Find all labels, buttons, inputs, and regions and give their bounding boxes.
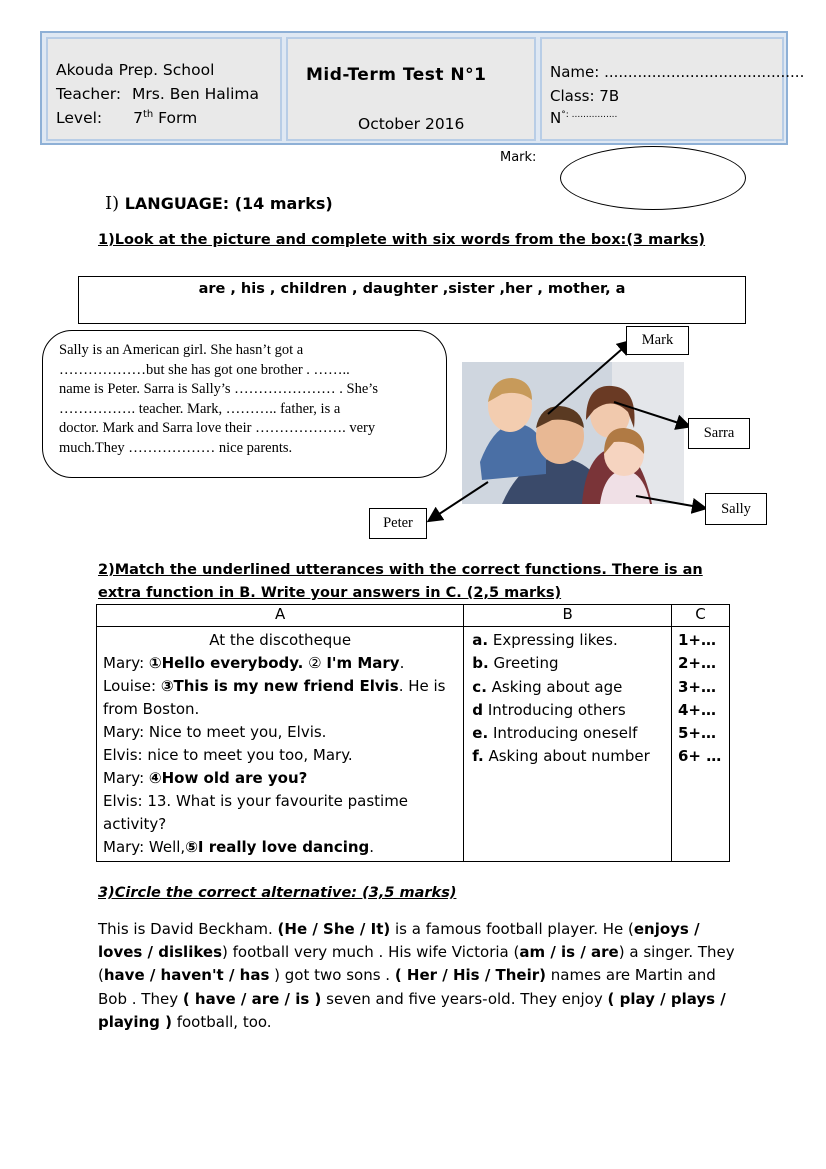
paragraph-text: football, too. [171, 1012, 272, 1031]
cloze-line: ………………but she has got one brother . …….. [59, 361, 350, 378]
section-language-label: LANGUAGE: (14 marks) [124, 194, 333, 213]
test-date: October 2016 [358, 115, 465, 133]
question1-title: 1)Look at the picture and complete with six words from the box:(3 marks) [98, 232, 706, 248]
alternative-choice[interactable]: ( Her / His / Their) [394, 966, 546, 985]
alternative-choice[interactable]: enjoys / loves / dislikes [98, 920, 700, 962]
dialogue-line: Mary: Nice to meet you, Elvis. [103, 723, 327, 741]
function-item [472, 722, 663, 745]
test-title: Mid-Term Test N°1 [306, 65, 487, 85]
alternative-choice[interactable]: am / is / are [519, 943, 619, 962]
underlined-utterance-3: ③This is my new friend Elvis [160, 677, 399, 695]
function-letter: d [472, 700, 484, 719]
paragraph-text: ) a singer. They ( [98, 943, 735, 985]
column-header-c: C [672, 605, 730, 627]
functions-cell [464, 627, 672, 862]
level-word: Form [158, 109, 198, 127]
dialogue-line [103, 675, 457, 698]
level-number: 7 [133, 109, 143, 127]
teacher-label: Teacher: [56, 85, 122, 103]
alternative-choice[interactable]: have / haven't / has [103, 966, 270, 985]
header-panel [40, 31, 805, 145]
dialogue-line [103, 836, 457, 859]
mark-oval[interactable] [560, 146, 746, 210]
function-letter: f. [472, 747, 484, 766]
section-language-title [105, 193, 333, 214]
underlined-utterance-5: ⑤I really love dancing [185, 838, 370, 856]
function-letter: a. [472, 631, 489, 649]
table-body-row [97, 627, 730, 862]
answer-slot[interactable]: 2+… [678, 654, 717, 673]
matching-table [96, 604, 730, 862]
paragraph-text: seven and five years-old. They enjoy [321, 989, 608, 1008]
function-text: Asking about age [486, 677, 623, 696]
family-photo [462, 362, 684, 504]
underlined-utterance-2: I'm Mary [326, 654, 400, 672]
student-class: Class: 7B [550, 87, 620, 105]
dialogue-line: from Boston. [103, 700, 200, 718]
level-line [56, 109, 197, 127]
student-number-field[interactable] [550, 109, 617, 127]
column-header-b: B [464, 605, 672, 627]
label-sally: Sally [705, 493, 767, 525]
label-mark: Mark [626, 326, 689, 355]
speaker: Mary: Well, [103, 838, 186, 856]
dialogue-line: activity? [103, 815, 167, 833]
teacher-line [56, 85, 259, 103]
question2-title-line1: 2)Match the underlined utterances with the correct functions. There is an [98, 562, 703, 578]
table-header-row [97, 605, 730, 627]
speaker: Louise: [103, 677, 161, 695]
dialogue-text: . He is [398, 677, 446, 695]
school-info-cell [46, 37, 282, 141]
function-letter: c. [472, 677, 487, 696]
dialogue-line [103, 652, 457, 675]
column-header-a: A [97, 605, 464, 627]
cloze-line: name is Peter. Sarra is Sally’s ………………… . She’s [59, 381, 378, 397]
alternative-choice[interactable]: (He / She / It) [277, 920, 391, 938]
paragraph-text: is a famous football player. He ( [390, 920, 634, 938]
title-cell [286, 37, 536, 141]
function-text: Greeting [488, 654, 559, 673]
speaker: Mary: [103, 654, 149, 672]
teacher-name: Mrs. Ben Halima [132, 85, 259, 103]
school-name: Akouda Prep. School [56, 61, 215, 79]
section-roman-numeral: I) [105, 193, 120, 214]
answer-slot[interactable]: 3+… [678, 677, 717, 696]
label-peter: Peter [369, 508, 427, 539]
question2-title [98, 559, 703, 605]
dialogue-line: Elvis: nice to meet you too, Mary. [103, 746, 353, 764]
utterance-number: ② [303, 654, 327, 672]
function-item [472, 629, 663, 652]
dialogue-cell [97, 627, 464, 862]
underlined-utterance-4: ④How old are you? [148, 769, 308, 787]
underlined-utterance-1: ①Hello everybody. [148, 654, 304, 672]
dialogue-setting: At the discotheque [209, 631, 352, 649]
number-label: N [550, 109, 562, 127]
number-dots: °: ................ [561, 110, 618, 120]
answers-cell [672, 627, 730, 862]
function-text: Asking about number [483, 747, 650, 766]
cloze-text-bubble [42, 330, 447, 478]
punctuation: . [369, 838, 375, 856]
level-superscript: th [142, 109, 154, 120]
dialogue-line [103, 767, 457, 790]
paragraph-text: names are Martin and Bob . They [98, 966, 716, 1008]
paragraph-text: ) got two sons . [269, 966, 395, 985]
paragraph-text: This is David Beckham. [98, 920, 278, 938]
function-item [472, 699, 663, 722]
speaker: Mary: [103, 769, 149, 787]
function-text: Introducing oneself [488, 724, 638, 743]
function-text: Introducing others [483, 700, 626, 719]
cloze-line: doctor. Mark and Sarra love their ………………. very [59, 420, 376, 436]
student-info-cell [540, 37, 805, 141]
question2-title-line2: extra function in B. Write your answers in C. (2,5 marks) [98, 585, 562, 601]
level-label: Level: [56, 109, 103, 127]
student-name-field[interactable]: Name: .......................................... [550, 63, 805, 81]
mark-label: Mark: [500, 150, 537, 165]
function-text: Expressing likes. [488, 631, 618, 649]
cloze-line: much.They ……………… nice parents. [59, 439, 293, 456]
circle-alternative-paragraph [98, 918, 738, 1034]
cloze-line: Sally is an American girl. She hasn’t got a [59, 342, 304, 358]
alternative-choice[interactable]: ( play / plays / playing ) [98, 989, 726, 1031]
answer-slot[interactable]: 5+… [678, 724, 717, 743]
word-box: are , his , children , daughter ,sister ,her , mother, a [78, 276, 746, 324]
function-item [472, 676, 663, 699]
function-letter: e. [472, 724, 489, 743]
answer-slot[interactable]: 1+… [678, 631, 717, 649]
family-photo-illustration [462, 362, 684, 504]
punctuation: . [399, 654, 405, 672]
answer-slot[interactable]: 4+… [678, 700, 717, 719]
cloze-line: ……………. teacher. Mark, ……….. father, is a [59, 400, 341, 417]
question3-title: 3)Circle the correct alternative: (3,5 marks) [98, 885, 457, 901]
function-letter: b. [472, 654, 489, 673]
label-sarra: Sarra [688, 418, 750, 449]
function-item [472, 652, 663, 675]
function-item [472, 745, 663, 768]
paragraph-text: ) football very much . His wife Victoria ( [222, 943, 520, 962]
alternative-choice[interactable]: ( have / are / is ) [182, 989, 322, 1008]
dialogue-line: Elvis: 13. What is your favourite pastime [103, 792, 409, 810]
answer-slot[interactable]: 6+ … [678, 747, 722, 766]
